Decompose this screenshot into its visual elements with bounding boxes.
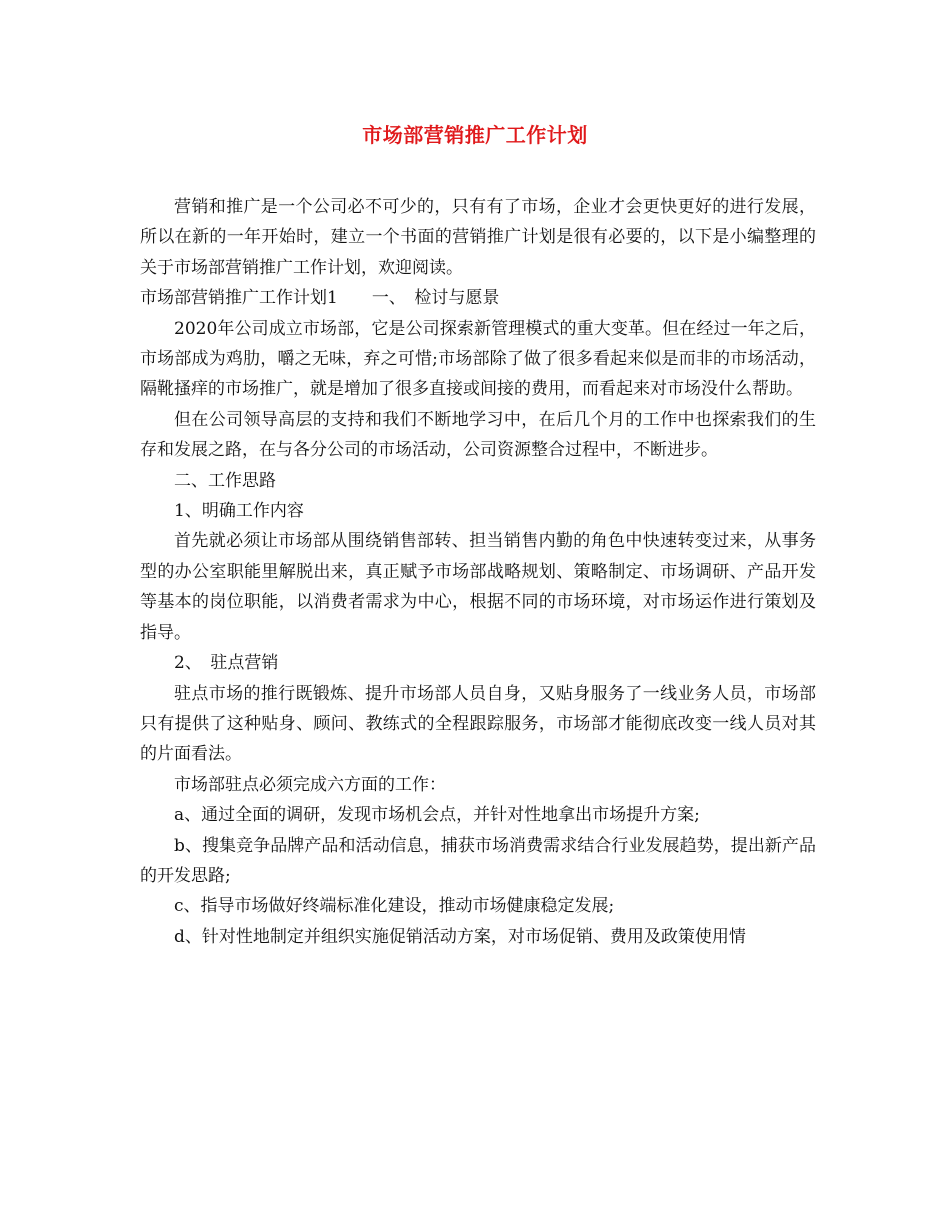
plan-heading: 市场部营销推广工作计划1 一、 检讨与愿景 [140, 288, 500, 309]
progress-paragraph: 但在公司领导高层的支持和我们不断地学习中，在后几个月的工作中也探索我们的生存和发展之路，在与各分公司的市场活动，公司资源整合过程中，不断进步。 [140, 409, 816, 461]
intro-paragraph: 营销和推广是一个公司必不可少的，只有有了市场，企业才会更快更好的进行发展，所以在新的一年开始时，建立一个书面的营销推广计划是很有必要的，以下是小编整理的关于市场部营销推广工作计划，欢迎阅读。 [140, 197, 816, 278]
six-tasks-intro: 市场部驻点必须完成六方面的工作： [174, 774, 446, 795]
review-paragraph: 2020年公司成立市场部，它是公司探索新管理模式的重大变革。但在经过一年之后，市场部成为鸡肋，嚼之无味，弃之可惜;市场部除了做了很多看起来似是而非的市场活动，隔靴搔痒的市场推广，就是增加了很多直接或间接的费用，而看起来对市场没什么帮助。 [140, 318, 816, 400]
task-item-d: d、针对性地制定并组织实施促销活动方案，对市场促销、费用及政策使用情 [174, 926, 746, 947]
on-site-marketing-paragraph: 驻点市场的推行既锻炼、提升市场部人员自身，又贴身服务了一线业务人员，市场部只有提供了这种贴身、顾问、教练式的全程跟踪服务，市场部才能彻底改变一线人员对其的片面看法。 [140, 683, 816, 765]
task-item-b: b、搜集竞争品牌产品和活动信息，捕获市场消费需求结合行业发展趋势，提出新产品的开发思路; [140, 835, 816, 886]
work-content-paragraph: 首先就必须让市场部从围绕销售部转、担当销售内勤的角色中快速转变过来，从事务型的办公室职能里解脱出来，真正赋予市场部战略规划、策略制定、市场调研、产品开发等基本的岗位职能，以消费者需求为中心，根据不同的市场环境，对市场运作进行策划及指导。 [140, 531, 816, 643]
task-item-c: c、指导市场做好终端标准化建设，推动市场健康稳定发展; [174, 896, 615, 917]
subheading-on-site-marketing: 2、 驻点营销 [174, 653, 279, 674]
section-heading-work-ideas: 二、工作思路 [174, 470, 276, 491]
document-body [140, 192, 816, 952]
task-item-a: a、通过全面的调研，发现市场机会点，并针对性地拿出市场提升方案; [174, 805, 700, 826]
subheading-work-content: 1、明确工作内容 [174, 501, 304, 522]
document-title: 市场部营销推广工作计划 [362, 123, 588, 147]
